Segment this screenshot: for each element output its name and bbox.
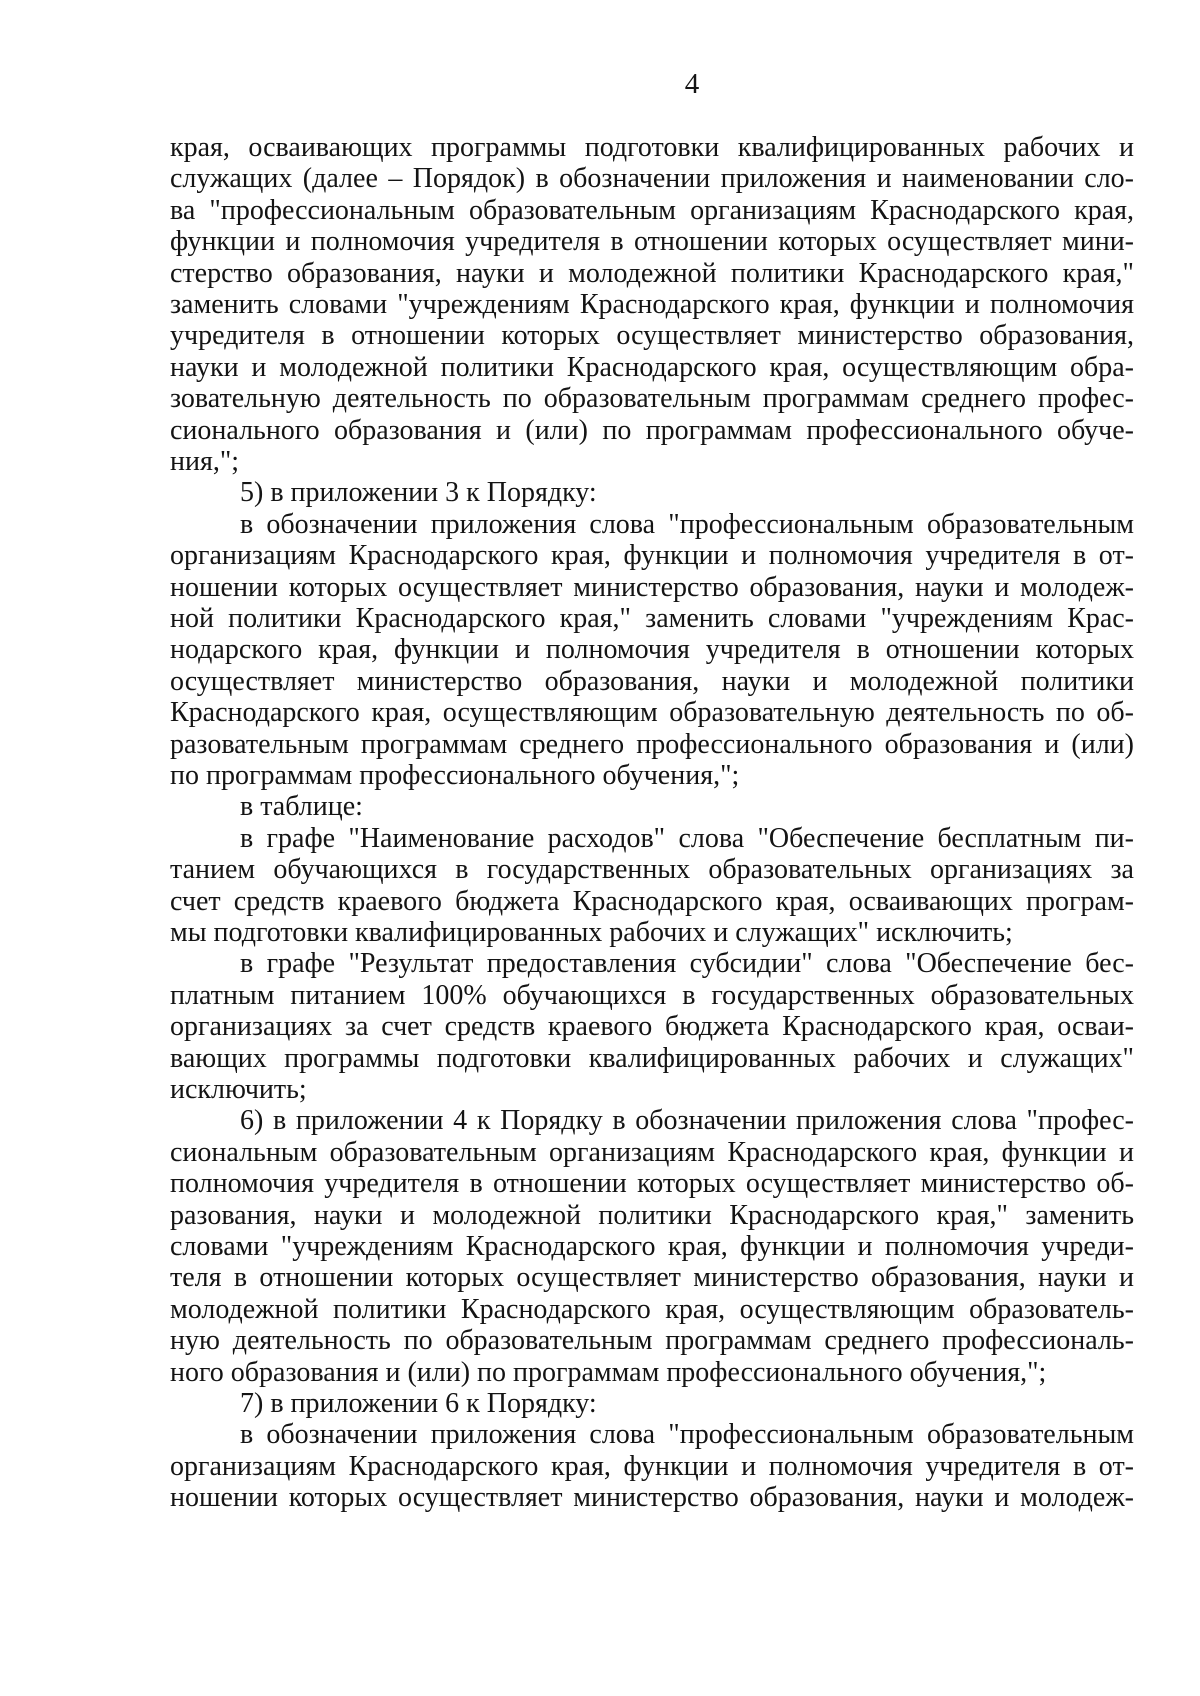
text-line: Краснодарского края, осуществляющим образовательную деятельность по об- xyxy=(170,697,1134,729)
text-line: ния,"; xyxy=(170,446,240,477)
text-line: разовательным программам среднего профессионального образования и (или) xyxy=(170,728,1134,760)
text-line: разования, науки и молодежной политики Краснодарского края," заменить xyxy=(170,1199,1134,1231)
text-line: по программам профессионального обучения,"; xyxy=(170,760,740,791)
text-line: танием обучающихся в государственных образовательных организациях за xyxy=(170,854,1134,886)
text-line: молодежной политики Краснодарского края, осуществляющим образователь- xyxy=(170,1293,1134,1325)
text-line: организациям Краснодарского края, функции и полномочия учредителя в от- xyxy=(170,540,1134,572)
text-line: ва "профессиональным образовательным организациям Краснодарского края, xyxy=(170,194,1134,226)
text-line: организациям Краснодарского края, функции и полномочия учредителя в от- xyxy=(170,1450,1134,1482)
text-line: в обозначении приложения слова "профессиональным образовательным xyxy=(240,1419,1134,1451)
text-line: ную деятельность по образовательным программам среднего профессиональ- xyxy=(170,1325,1134,1357)
text-line: сионального образования и (или) по программам профессионального обуче- xyxy=(170,414,1134,446)
text-line: счет средств краевого бюджета Краснодарского края, осваивающих програм- xyxy=(170,885,1134,917)
text-line: нодарского края, функции и полномочия учредителя в отношении которых xyxy=(170,634,1134,666)
text-line: функции и полномочия учредителя в отношении которых осуществляет мини- xyxy=(170,226,1134,258)
text-line: 7) в приложении 6 к Порядку: xyxy=(240,1388,597,1419)
text-line: ношении которых осуществляет министерство образования, науки и молодеж- xyxy=(170,1482,1134,1514)
text-line: организациях за счет средств краевого бюджета Краснодарского края, осваи- xyxy=(170,1011,1134,1043)
text-line: сиональным образовательным организациям Краснодарского края, функции и xyxy=(170,1136,1134,1168)
text-line: ного образования и (или) по программам профессионального обучения,"; xyxy=(170,1356,1047,1388)
text-line: исключить; xyxy=(170,1074,307,1105)
text-line: ношении которых осуществляет министерство образования, науки и молодеж- xyxy=(170,571,1134,603)
text-line: вающих программы подготовки квалифицированных рабочих и служащих" xyxy=(170,1042,1134,1074)
text-line: теля в отношении которых осуществляет министерство образования, науки и xyxy=(170,1262,1134,1294)
text-line: ной политики Краснодарского края," заменить словами "учреждениям Крас- xyxy=(170,603,1134,634)
text-line: 5) в приложении 3 к Порядку: xyxy=(240,477,597,509)
text-line: науки и молодежной политики Краснодарского края, осуществляющим обра- xyxy=(170,351,1134,383)
text-line: заменить словами "учреждениям Краснодарского края, функции и полномочия xyxy=(170,289,1134,320)
text-line: учредителя в отношении которых осуществляет министерство образования, xyxy=(170,320,1134,352)
text-line: стерство образования, науки и молодежной политики Краснодарского края," xyxy=(170,257,1134,289)
text-line: осуществляет министерство образования, науки и молодежной политики xyxy=(170,665,1134,697)
text-line: зовательную деятельность по образовательным программам среднего профес- xyxy=(170,383,1134,415)
text-line: края, осваивающих программы подготовки квалифицированных рабочих и xyxy=(170,132,1134,163)
text-line: в таблице: xyxy=(240,791,363,823)
text-line: в обозначении приложения слова "профессиональным образовательным xyxy=(240,508,1134,540)
text-line: служащих (далее – Порядок) в обозначении приложения и наименовании сло- xyxy=(170,163,1134,195)
text-line: 6) в приложении 4 к Порядку в обозначении приложения слова "профес- xyxy=(240,1105,1134,1137)
text-line: в графе "Наименование расходов" слова "Обеспечение бесплатным пи- xyxy=(240,822,1134,854)
page-number: 4 xyxy=(684,68,700,100)
text-line: словами "учреждениям Краснодарского края, функции и полномочия учреди- xyxy=(170,1231,1134,1262)
text-line: платным питанием 100% обучающихся в государственных образовательных xyxy=(170,979,1134,1011)
text-line: в графе "Результат предоставления субсидии" слова "Обеспечение бес- xyxy=(240,948,1134,980)
text-line: полномочия учредителя в отношении которых осуществляет министерство об- xyxy=(170,1168,1134,1200)
text-line: мы подготовки квалифицированных рабочих и служащих" исключить; xyxy=(170,917,1013,948)
